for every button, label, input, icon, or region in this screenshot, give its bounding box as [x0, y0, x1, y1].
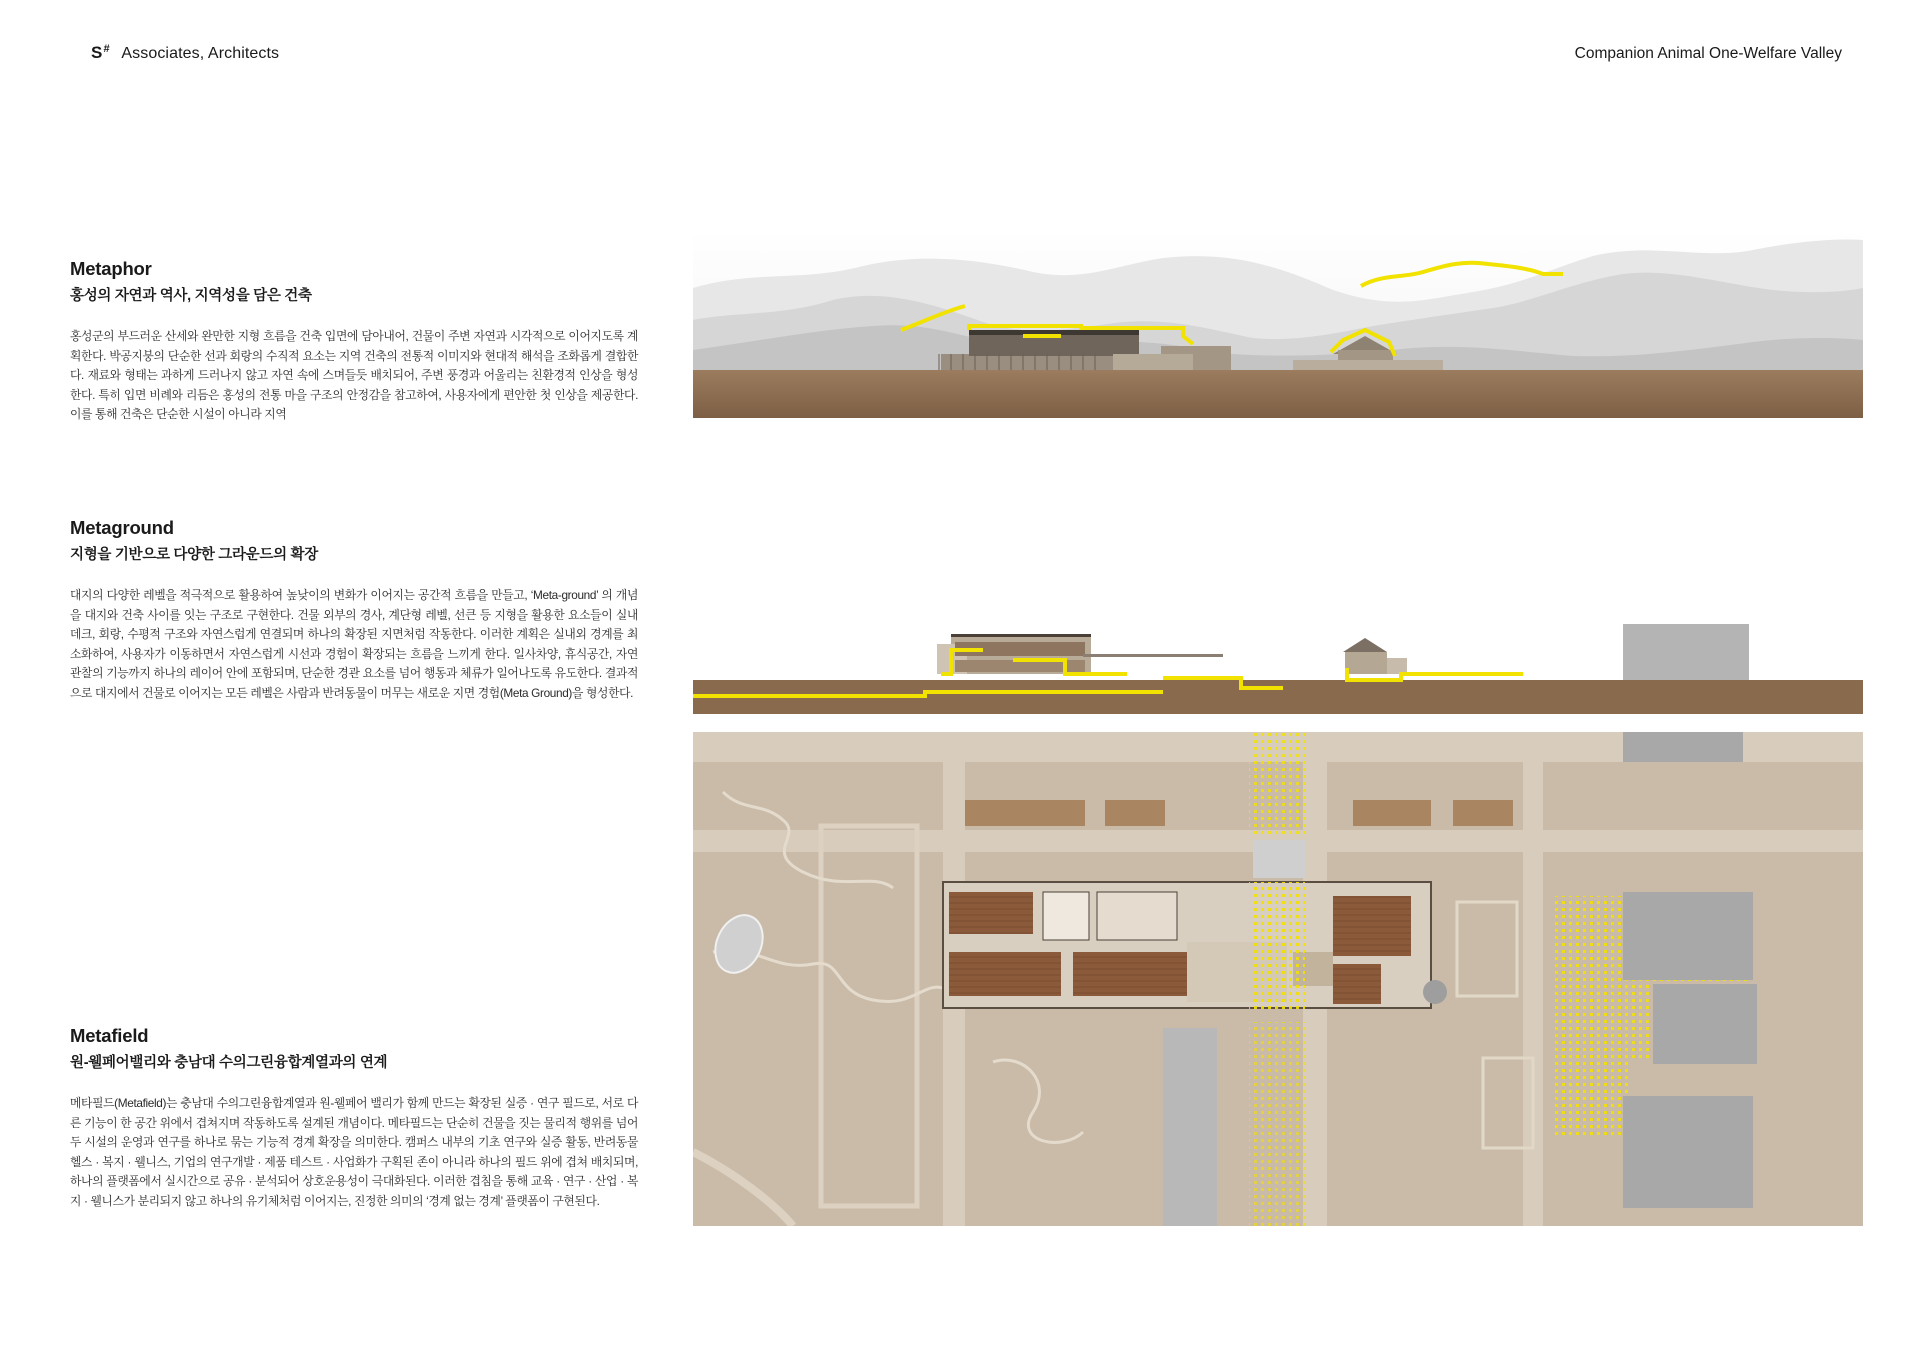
section-title: Metaphor: [70, 258, 152, 279]
skylight: [1253, 840, 1305, 878]
elevation-figure: [693, 230, 1863, 418]
section-subtitle: 홍성의 자연과 역사, 지역성을 담은 건축: [70, 288, 312, 304]
building-plan: [943, 882, 1447, 1008]
neighbor-building: [1623, 624, 1749, 680]
section-title: Metaground: [70, 517, 174, 538]
section-figure: [693, 620, 1863, 714]
stone-court: [1163, 1028, 1217, 1226]
section-subtitle: 지형을 기반으로 다양한 그라운드의 확장: [70, 547, 318, 563]
section-metaground: [70, 517, 638, 704]
section-body: 메타필드(Metafield)는 충남대 수의그린융합계열과 원-웰페어 밸리가 함께 만드는 확장된 실증 · 연구 필드로, 서로 다른 기능이 한 공간 위에서 겹쳐지며 작동하도록 설계된 개념이다. 메타필드는 단순히 건물을 짓는 물리적 행위를 넘어 두 시설의 운영과 연구를 하나로 묶는 기능적 경계 확장을 의미한다. 캠퍼스 내부의 기초 연구와 실증 활동, 반려동물 헬스 · 복지 · 웰니스, 기업의 연구개발 · 제품 테스트 · 사업화가 구획된 존이 아니라 하나의 필드 위에 겹쳐 배치되며, 하나의 플랫폼에서 실시간으로 공유 · 분석되어 상호운용성이 극대화된다. 이러한 겹침을 통해 교육 · 연구 · 산업 · 복지 · 웰니스가 분리되지 않고 하나의 유기체처럼 이어지는, 진정한 의미의 ‘경계 없는 경계’ 플랫폼이 구현된다.: [70, 1096, 638, 1208]
ground: [693, 370, 1863, 418]
section-metaphor: [70, 258, 638, 425]
firm-header: [91, 43, 279, 63]
section-subtitle: 원-웰페어밸리와 충남대 수의그린융합계열과의 연계: [70, 1055, 388, 1071]
site-plan-figure: [693, 732, 1863, 1226]
firm-logo: S#: [91, 43, 110, 62]
section-body: 홍성군의 부드러운 산세와 완만한 지형 흐름을 건축 입면에 담아내어, 건물이 주변 자연과 시각적으로 이어지도록 계획한다. 박공지붕의 단순한 선과 회랑의 수직적 요소는 지역 건축의 전통적 이미지와 현대적 해석을 조화롭게 결합한다. 재료와 형태는 과하게 드러나지 않고 자연 속에 스며들듯 배치되어, 주변 풍경과 어울리는 친환경적 인상을 형성한다. 특히 입면 비례와 리듬은 홍성의 전통 마을 구조의 안정감을 참고하여, 사용자에게 편안한 첫 인상을 제공한다. 이를 통해 건축은 단순한 시설이 아니라 지역: [70, 329, 638, 422]
site-plan-drawing: [693, 732, 1863, 1226]
project-title: Companion Animal One-Welfare Valley: [1574, 45, 1842, 62]
section-metafield: [70, 1025, 638, 1212]
section-drawing: [693, 620, 1863, 714]
section-body: 대지의 다양한 레벨을 적극적으로 활용하여 높낮이의 변화가 이어지는 공간적 흐름을 만들고, ‘Meta-ground’ 의 개념을 대지와 건축 사이를 잇는 구조로 구현한다. 건물 외부의 경사, 계단형 레벨, 선큰 등 지형을 활용한 요소들이 실내 데크, 회랑, 수평적 구조와 자연스럽게 연결되며 하나의 확장된 지면처럼 작동한다. 이러한 계획은 실내외 경계를 최소화하여, 사용자가 이동하면서 자연스럽게 시선과 경험이 확장되는 흐름을 느끼게 한다. 일사차양, 휴식공간, 자연 관찰의 기능까지 하나의 레이어 안에 포함되며, 단순한 경관 요소를 넘어 행동과 체류가 일어나도록 유도한다. 결과적으로 대지에서 건물로 이어지는 모든 레벨은 사람과 반려동물이 머무는 새로운 지면 경험(Meta Ground)을 형성한다.: [70, 588, 638, 700]
elevation-drawing: [693, 230, 1863, 418]
firm-name: Associates, Architects: [121, 45, 280, 62]
section-title: Metafield: [70, 1025, 149, 1046]
